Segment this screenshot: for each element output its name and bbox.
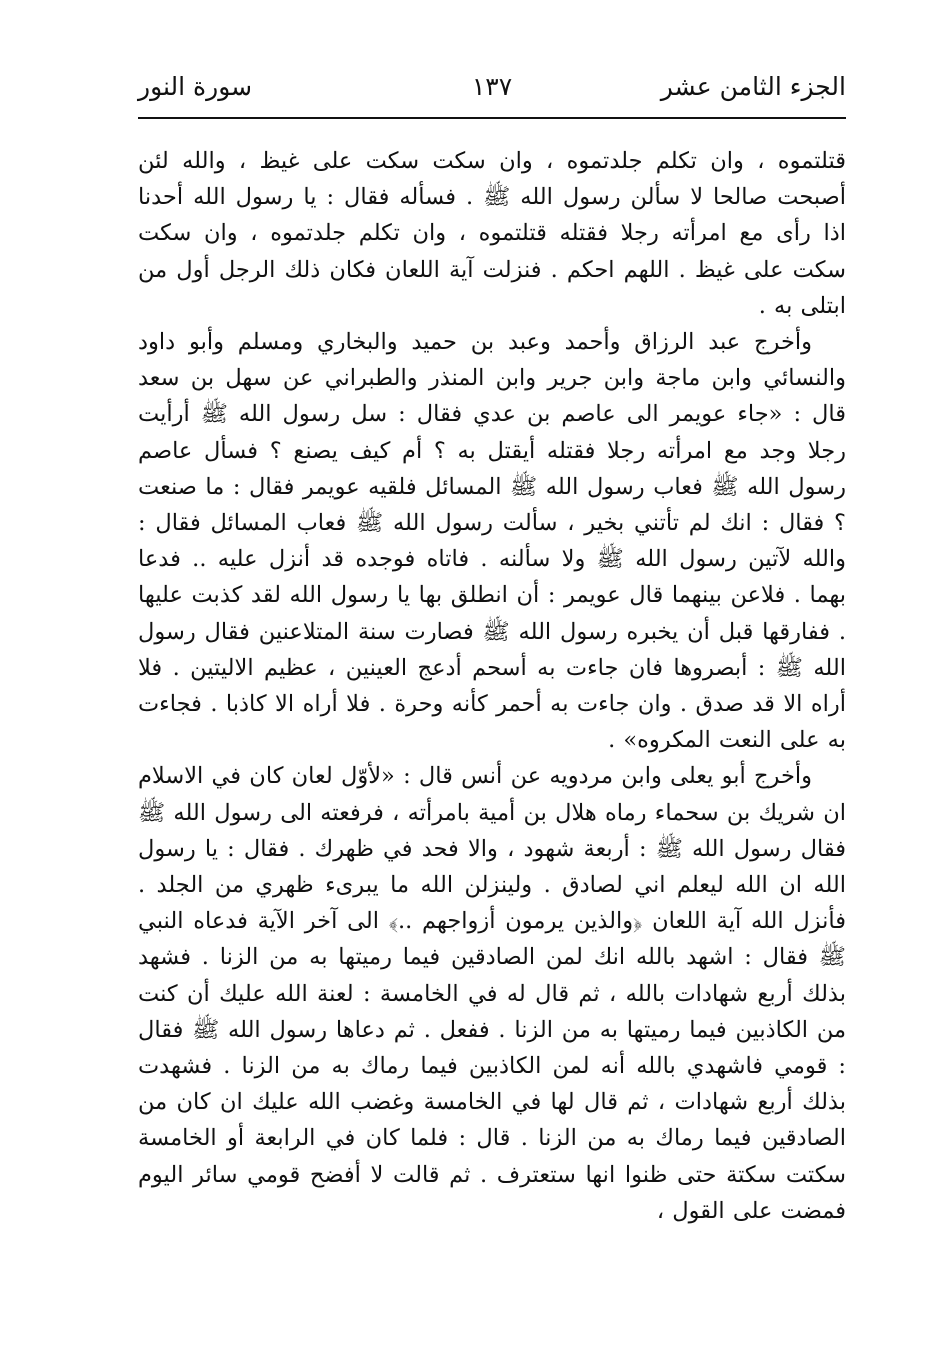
paragraph-2: وأخرج عبد الرزاق وأحمد وعبد بن حميد والبخاري ومسلم وأبو داود والنسائي وابن ماجة وابن جرير وابن المنذر والطبراني عن سهل بن سعد قال : «جاء عويمر الى عاصم بن عدي فقال : سل رسول الله ﷺ أرأيت رجلا وجد مع امرأته رجلا فقتله أيقتل به ؟ أم كيف يصنع ؟ فسأل عاصم رسول الله ﷺ فعاب رسول الله ﷺ المسائل فلقيه عويمر فقال : ما صنعت ؟ فقال : انك لم تأتني بخير ، سألت رسول الله ﷺ فعاب المسائل فقال : والله لآتين رسول الله ﷺ ولا سألنه . فاتاه فوجده قد أنزل عليه .. فدعا بهما . فلاعن بينهما قال عويمر : أن انطلق بها يا رسول الله لقد كذبت عليها . ففارقها قبل أن يخبره رسول الله ﷺ فصارت سنة المتلاعنين فقال رسول الله ﷺ : أبصروها فان جاءت به أسحم أدعج العينين ، عظيم الاليتين . فلا أراه الا قد صدق . وان جاءت به أحمر كأنه وحرة . فلا أراه الا كاذبا . فجاءت به على النعت المكروه» . (138, 329, 846, 754)
paragraph-3: وأخرج أبو يعلى وابن مردويه عن أنس قال : «لأوّل لعان كان في الاسلام ان شريك بن سحماء رماه هلال بن أمية بامرأته ، فرفعته الى رسول الله ﷺ فقال رسول الله ﷺ : أربعة شهود ، والا فحد في ظهرك . فقال : يا رسول الله ان الله ليعلم اني لصادق . ولينزلن الله ما يبرىء ظهري من الجلد . فأنزل الله آية اللعان ﴿والذين يرمون أزواجهم ..﴾ الى آخر الآية فدعاه النبي ﷺ فقال : اشهد بالله انك لمن الصادقين فيما رميتها به من الزنا . فشهد بذلك أربع شهادات بالله ، ثم قال له في الخامسة : لعنة الله عليك أن كنت من الكاذبين فيما رميتها به من الزنا . ففعل . ثم دعاها رسول الله ﷺ فقال : قومي فاشهدي بالله أنه لمن الكاذبين فيما رماك به من الزنا . فشهدت بذلك أربع شهادات ، ثم قال لها في الخامسة وغضب الله عليك ان كان من الصادقين فيما رماك به من الزنا . قال : فلما كان في الرابعة أو الخامسة سكتت سكتة حتى ظنوا انها ستعترف . ثم قالت لا أفضح قومي سائر اليوم فمضت على القول ، (138, 763, 846, 1224)
page-header (138, 66, 846, 110)
page-number: ١٣٧ (471, 72, 513, 101)
body-text (138, 143, 846, 1229)
paragraph-1: قتلتموه ، وان تكلم جلدتموه ، وان سكت سكت على غيظ ، والله لئن أصبحت صالحا لا سألن رسول الله ﷺ . فسأله فقال : يا رسول الله أحدنا اذا رأى مع امرأته رجلا فقتله قتلتموه ، وان تكلم جلدتموه ، وان سكت سكت على غيظ . اللهم احكم . فنزلت آية اللعان فكان ذلك الرجل أول من ابتلى به . (138, 148, 846, 319)
header-divider (138, 117, 846, 119)
part-title: الجزء الثامن عشر (660, 72, 846, 101)
surah-title: سورة النور (138, 72, 253, 101)
